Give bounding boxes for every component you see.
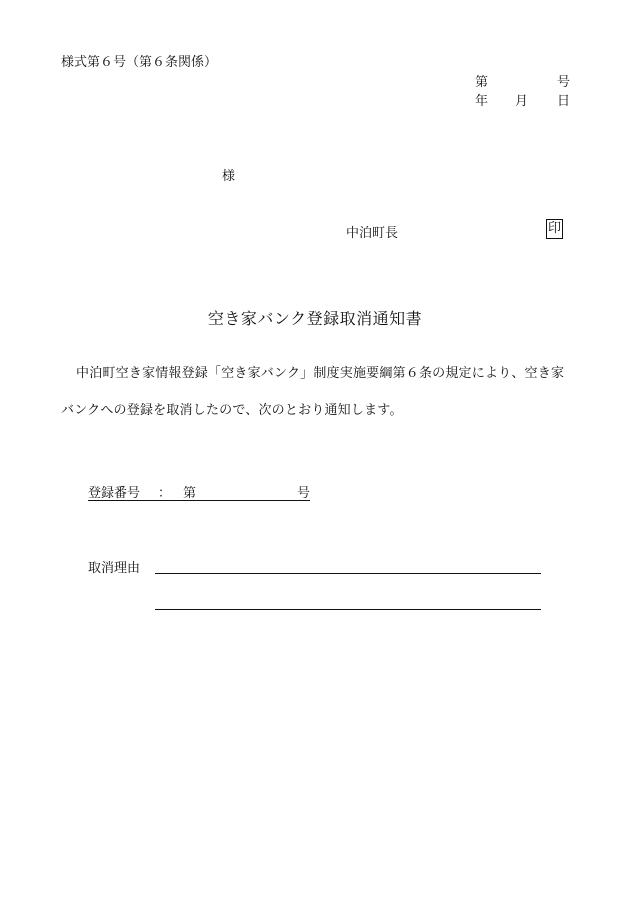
seal-mark: 印	[546, 219, 563, 239]
reason-underline-2	[155, 609, 541, 610]
issuer-name: 中泊町長	[346, 226, 399, 241]
body-text-line-1: 中泊町空き家情報登録「空き家バンク」制度実施要綱第６条の規定により、空き家	[76, 366, 565, 381]
registration-number-prefix: 第	[183, 486, 197, 501]
registration-number-row	[88, 482, 310, 501]
date-day-label: 日	[557, 94, 571, 109]
form-number: 様式第６号（第６条関係）	[61, 55, 218, 70]
reason-underline-1	[155, 573, 541, 574]
cancellation-reason-label: 取消理由	[88, 561, 141, 576]
registration-number-suffix: 号	[297, 486, 311, 501]
doc-number-suffix: 号	[557, 75, 571, 90]
date-month-label: 月	[515, 94, 529, 109]
registration-colon: ：	[158, 486, 172, 501]
date-year-label: 年	[475, 94, 489, 109]
body-text-line-2: バンクへの登録を取消したので、次のとおり通知します。	[61, 403, 403, 418]
document-title: 空き家バンク登録取消通知書	[207, 309, 423, 328]
recipient-honorific: 様	[222, 169, 236, 184]
registration-number-label: 登録番号	[88, 486, 141, 501]
doc-number-prefix: 第	[475, 75, 489, 90]
